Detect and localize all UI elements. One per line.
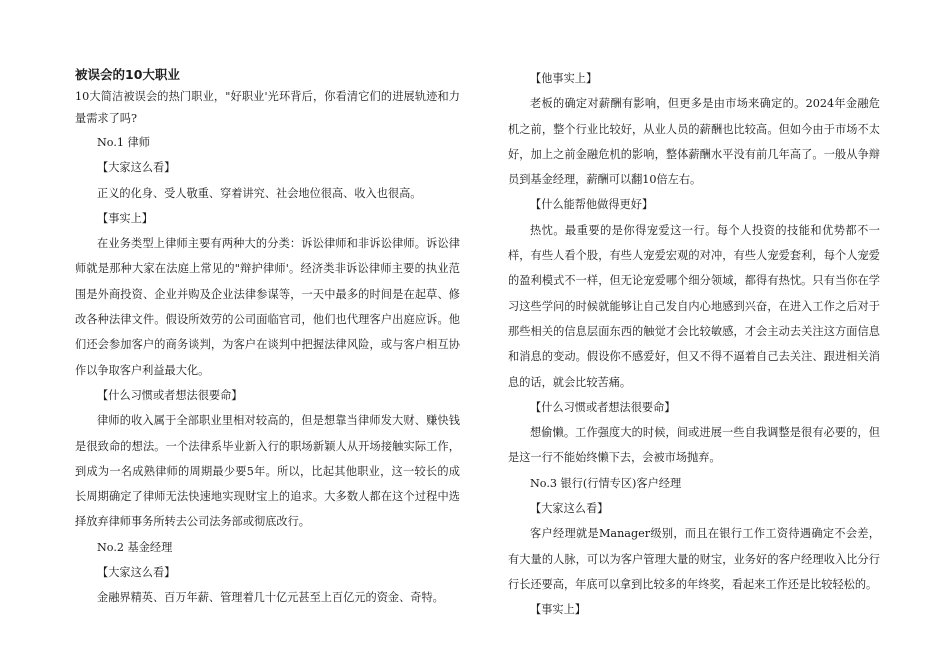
- body-paragraph: 正义的化身、受人敬重、穿着讲究、社会地位很高、收入也很高。: [97, 186, 422, 200]
- section-heading: No.1 律师: [97, 136, 150, 149]
- section-heading: No.2 基金经理: [97, 540, 173, 554]
- section-heading: 【大家这么看】: [530, 502, 609, 516]
- body-paragraph: 老板的确定对薪酬有影响，但更多是由市场来确定的。2024年金融危机之前，整个行业比较好，从业人员的薪酬也比较高。但如今由于市场不太好，加上之前金融危机的影响，整体薪酬水平没有前几年高了。一般从争辩员到基金经理，薪酬可以翻10倍左右。: [508, 97, 880, 187]
- document-title: 被误会的10大职业: [75, 67, 180, 82]
- section-heading: 【事实上】: [530, 603, 586, 617]
- section-heading: 【他事实上】: [530, 72, 598, 85]
- section-heading: 【大家这么看】: [97, 161, 176, 175]
- section-heading: No.3 银行(行情专区)客户经理: [530, 476, 682, 490]
- right-column: [508, 66, 880, 623]
- intro-paragraph: 10大简洁被误会的热门职业，"好职业'光环背后，你看清它们的进展轨迹和力量需求了吗?: [75, 90, 460, 125]
- section-heading: 【事实上】: [97, 211, 153, 225]
- body-paragraph: 客户经理就是Manager级别，而且在银行工作工资待遇确定不会差，有大量的人脉，可以为客户管理大量的财宝，业务好的客户经理收入比分行行长还要高，年底可以拿到比较多的年终奖，看起来工作还是比较轻松的。: [508, 527, 880, 591]
- body-paragraph: 在业务类型上律师主要有两种大的分类：诉讼律师和非诉讼律师。诉讼律师就是那种大家在法庭上常见的"辩护律师'。经济类非诉讼律师主要的执业范围是外商投资、企业并购及企业法律参谋等，一天中最多的时间是在起草、修改各种法律文件。假设所效劳的公司面临官司，他们也代理客户出庭应诉。他们还会参加客户的商务谈判，为客户在谈判中把握法律风险，或与客户相互协作以争取客户利益最大化。: [75, 237, 460, 377]
- right-column-content: [508, 66, 880, 623]
- body-paragraph: 热忱。最重要的是你得宠爱这一行。每个人投资的技能和优势都不一样，有些人看个股，有些人宠爱宏观的对冲，有些人宠爱套利，每个人宠爱的盈利模式不一样，但无论宠爱哪个细分领域，都得有热忱。只有当你在学习这些学问的时候就能够让自己发自内心地感到兴奋，在进入工作之后对于那些相关的信息层面东西的触觉才会比较敏感，才会主动去关注这方面信息和消息的变动。假设你不感爱好，但又不得不逼着自己去关注、跟进相关消息的话，就会比较苦痛。: [508, 223, 880, 389]
- section-heading: 【什么习惯或者想法很要命】: [97, 388, 243, 402]
- body-paragraph: 金融界精英、百万年薪、管理着几十亿元甚至上百亿元的资金、奇特。: [97, 591, 444, 605]
- section-heading: 【什么习惯或者想法很要命】: [530, 400, 676, 414]
- left-column: [75, 66, 460, 611]
- body-paragraph: 律师的收入属于全部职业里相对较高的，但是想靠当律师发大财、赚快钱是很致命的想法。一个法律系毕业新入行的职场新颖人从开场接触实际工作，到成为一名成熟律师的周期最少要5年。所以，比起其他职业，这一较长的成长周期确定了律师无法快速地实现财宝上的追求。大多数人都在这个过程中选择放弃律师事务所转去公司法务部或彻底改行。: [75, 414, 460, 529]
- left-column-content: [75, 130, 460, 611]
- section-heading: 【大家这么看】: [97, 566, 176, 580]
- body-paragraph: 想偷懒。工作强度大的时候，间或进展一些自我调整是很有必要的，但是这一行不能始终懒下去，会被市场抛弃。: [508, 426, 880, 465]
- section-heading: 【什么能帮他做得更好】: [530, 198, 654, 212]
